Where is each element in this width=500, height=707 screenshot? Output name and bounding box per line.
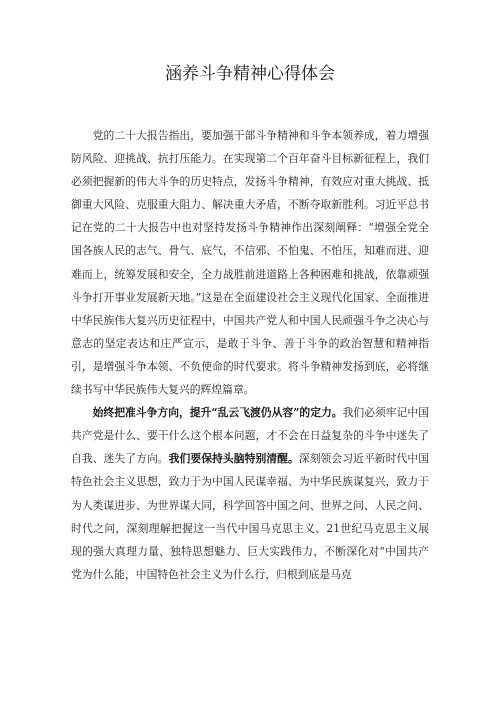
document-title: 涵养斗争精神心得体会: [165, 64, 335, 84]
document-body: [71, 124, 429, 586]
paragraph-intro: 党的二十大报告指出，要加强干部斗争精神和斗争本领养成，着力增强防风险、迎挑战、抗打压能力。在实现第二个百年奋斗目标新征程上，我们必须把握新的伟大斗争的历史特点，发扬斗争精神，有效应对重大挑战、抵御重大风险、克服重大阻力、解决重大矛盾，不断夺取新胜利。习近平总书记在党的二十大报告中也对坚持发扬斗争精神作出深刻阐释：“增强全党全国各族人民的志气、骨气、底气，不信邪、不怕鬼、不怕压，知难而进、迎难而上，统筹发展和安全，全力战胜前进道路上各种困难和挑战，依靠顽强斗争打开事业发展新天地。”这是在全面建设社会主义现代化国家、全面推进中华民族伟大复兴历史征程中，中国共产党人和中国人民顽强斗争之决心与意志的坚定表达和庄严宣示，是敢于斗争、善于斗争的政治智慧和精神指引，是增强斗争本领、不负使命的时代要求。将斗争精神发扬到底，必将继续书写中华民族伟大复兴的辉煌篇章。: [71, 129, 429, 397]
paragraph-text: 我们必须牢记中国共产党是什么、要干什么这个根本问题，才不会在日益复杂的斗争中迷失了自我、迷失了方向。: [71, 406, 430, 466]
paragraph-subheading-bold: 我们要保持头脑特别清醒。: [168, 452, 299, 466]
paragraph-text-continued: 深刻领会习近平新时代中国特色社会主义思想，致力于为中国人民谋幸福、为中华民族谋复兴，致力于为人类谋进步、为世界谋大同，科学回答中国之问、世界之问、人民之问、时代之问，深刻理解把握这一当代中国马克思主义、21世纪马克思主义展现的强大真理力量、独特思想魅力、巨大实践伟力，不断深化对“中国共产党为什么能，中国特色社会主义为什么行，归根到底是马克: [71, 452, 430, 581]
paragraph-heading-bold: 始终把准斗争方向，提升“乱云飞渡仍从容”的定力。: [92, 406, 343, 420]
paragraph-direction: [71, 401, 429, 586]
